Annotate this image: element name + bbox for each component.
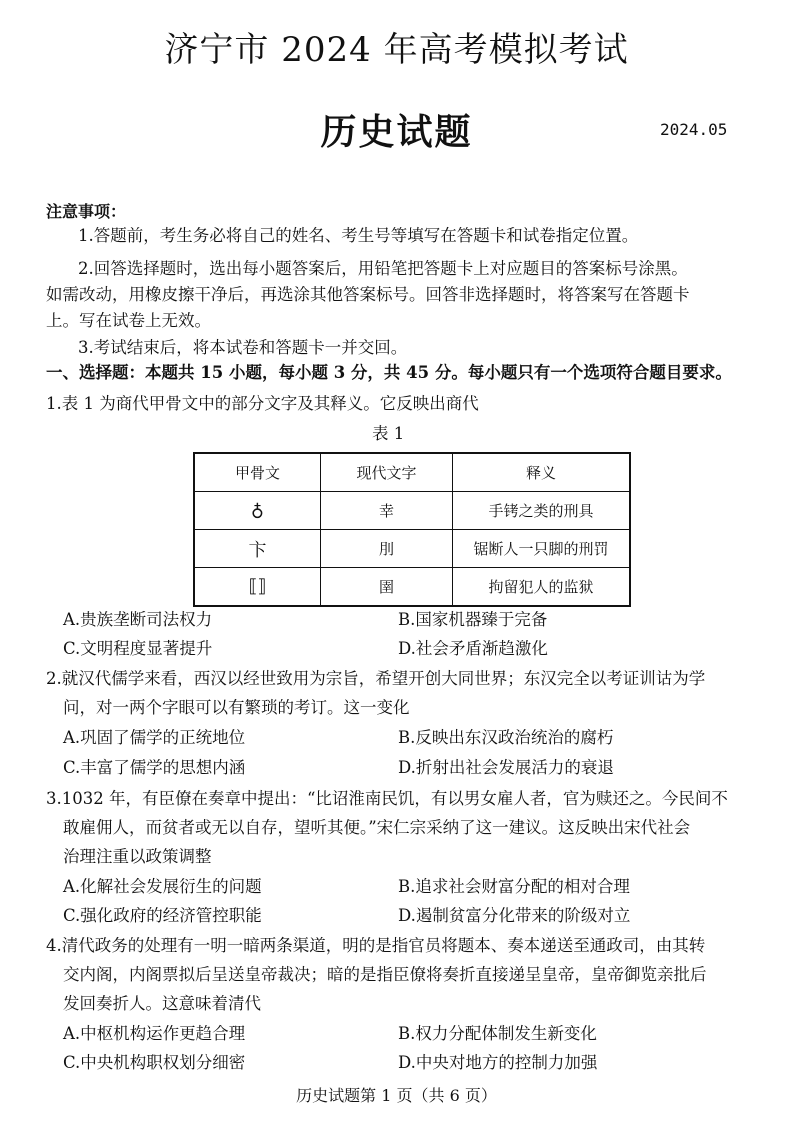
q4-stem-line3: 发回奏折人。这意味着清代	[63, 994, 261, 1013]
notice-item-2-line1: 2.回答选择题时，选出每小题答案后，用铅笔把答题卡上对应题目的答案标号涂黑。	[78, 259, 688, 278]
q1-option-c: C.文明程度显著提升	[63, 639, 213, 658]
q3-option-b: B.追求社会财富分配的相对合理	[398, 877, 630, 896]
table-header-row	[194, 453, 630, 492]
q4-option-b: B.权力分配体制发生新变化	[398, 1024, 597, 1043]
table-caption: 表 1	[372, 424, 405, 443]
q4-option-a: A.中枢机构运作更趋合理	[63, 1024, 246, 1043]
oracle-glyph: 卞	[194, 530, 321, 568]
notice-item-1: 1.答题前，考生务必将自己的姓名、考生号等填写在答题卡和试卷指定位置。	[78, 226, 639, 245]
notice-item-2-line3: 上。写在试卷上无效。	[46, 311, 211, 330]
table-row	[194, 492, 630, 530]
q4-option-d: D.中央对地方的控制力加强	[398, 1053, 598, 1072]
page-footer: 历史试题第 1 页（共 6 页）	[296, 1086, 497, 1105]
q3-option-d: D.遏制贫富分化带来的阶级对立	[398, 906, 631, 925]
q1-option-d: D.社会矛盾渐趋激化	[398, 639, 548, 658]
oracle-glyph: ⟦⟧	[194, 568, 321, 607]
q2-option-c: C.丰富了儒学的思想内涵	[63, 758, 246, 777]
table-header: 现代文字	[321, 453, 453, 492]
q3-option-a: A.化解社会发展衍生的问题	[63, 877, 262, 896]
oracle-bone-table	[193, 452, 631, 607]
q1-stem: 1.表 1 为商代甲骨文中的部分文字及其释义。它反映出商代	[46, 394, 479, 413]
modern-character: 刖	[321, 530, 453, 568]
q1-option-b: B.国家机器臻于完备	[398, 610, 548, 629]
q3-stem-line1: 3.1032 年，有臣僚在奏章中提出：“比诏淮南民饥，有以男女雇人者，官为赎还之。今民间不	[46, 789, 728, 808]
q3-stem-line2: 敢雇佣人，而贫者或无以自存，望听其便。”宋仁宗采纳了这一建议。这反映出宋代社会	[63, 818, 691, 837]
exam-title: 济宁市 2024 年高考模拟考试	[164, 30, 629, 70]
notice-item-2-line2: 如需改动，用橡皮擦干净后，再选涂其他答案标号。回答非选择题时，将答案写在答题卡	[46, 285, 690, 304]
q4-stem-line2: 交内阁，内阁票拟后呈送皇帝裁决；暗的是指臣僚将奏折直接递呈皇帝，皇帝御览亲批后	[63, 965, 707, 984]
q4-stem-line1: 4.清代政务的处理有一明一暗两条渠道，明的是指官员将题本、奏本递送至通政司，由其转	[46, 936, 706, 955]
section-heading: 一、选择题：本题共 15 小题，每小题 3 分，共 45 分。每小题只有一个选项符合题目要求。	[46, 363, 732, 382]
notice-item-3: 3.考试结束后，将本试卷和答题卡一并交回。	[78, 338, 408, 357]
q3-option-c: C.强化政府的经济管控职能	[63, 906, 262, 925]
table-row	[194, 568, 630, 607]
character-meaning: 锯断人一只脚的刑罚	[453, 530, 631, 568]
q1-option-a: A.贵族垄断司法权力	[63, 610, 213, 629]
modern-character: 圉	[321, 568, 453, 607]
q3-stem-line3: 治理注重以政策调整	[63, 847, 212, 866]
table-row	[194, 530, 630, 568]
notice-heading: 注意事项：	[46, 202, 127, 221]
q2-option-b: B.反映出东汉政治统治的腐朽	[398, 728, 614, 747]
modern-character: 幸	[321, 492, 453, 530]
subject-title: 历史试题	[320, 111, 473, 153]
q2-option-a: A.巩固了儒学的正统地位	[63, 728, 246, 747]
q2-option-d: D.折射出社会发展活力的衰退	[398, 758, 614, 777]
character-meaning: 手铐之类的刑具	[453, 492, 631, 530]
character-meaning: 拘留犯人的监狱	[453, 568, 631, 607]
q4-option-c: C.中央机构职权划分细密	[63, 1053, 246, 1072]
exam-date: 2024.05	[660, 120, 728, 139]
table-header: 甲骨文	[194, 453, 321, 492]
oracle-glyph: ♁	[194, 492, 321, 530]
q2-stem-line2: 问，对一两个字眼可以有繁琐的考订。这一变化	[63, 698, 410, 717]
q2-stem-line1: 2.就汉代儒学来看，西汉以经世致用为宗旨，希望开创大同世界；东汉完全以考证训诂为学	[46, 669, 706, 688]
table-header: 释义	[453, 453, 631, 492]
